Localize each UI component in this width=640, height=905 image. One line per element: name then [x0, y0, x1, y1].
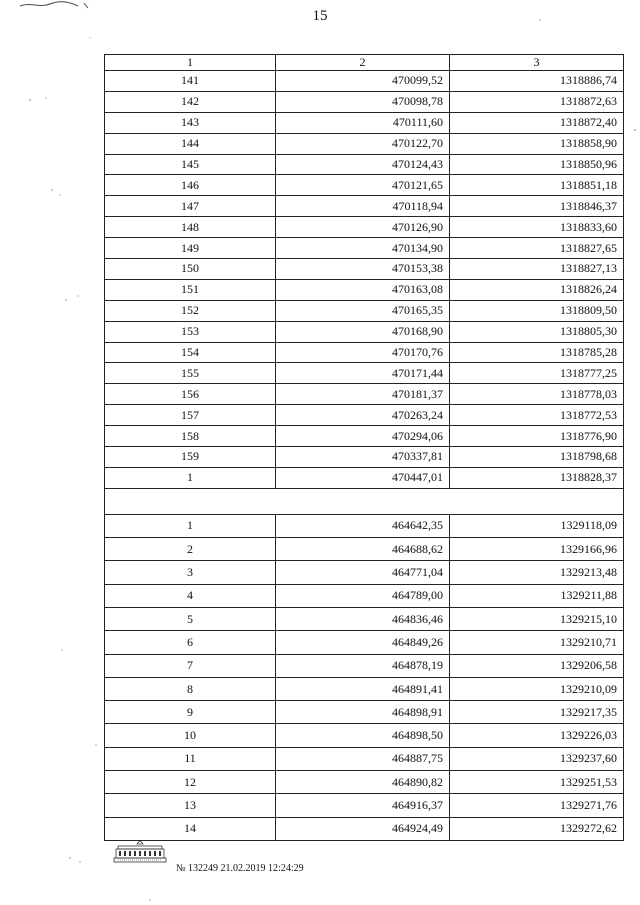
y-coordinate-cell: 1318828,37 — [450, 467, 624, 488]
point-number-cell: 1 — [105, 514, 276, 537]
point-number-cell: 146 — [105, 175, 276, 196]
point-number-cell: 3 — [105, 561, 276, 584]
x-coordinate-cell: 464898,91 — [276, 701, 450, 724]
y-coordinate-cell: 1318826,24 — [450, 279, 624, 300]
table-group2-row — [105, 608, 624, 631]
point-number-cell: 142 — [105, 91, 276, 112]
table-group1-row — [105, 426, 624, 447]
x-coordinate-cell: 470118,94 — [276, 196, 450, 217]
x-coordinate-cell: 470447,01 — [276, 467, 450, 488]
y-coordinate-cell: 1318872,40 — [450, 112, 624, 133]
point-number-cell: 10 — [105, 724, 276, 747]
table-group2-row — [105, 747, 624, 770]
point-number-cell: 1 — [105, 467, 276, 488]
table-group2-row — [105, 794, 624, 817]
point-number-cell: 145 — [105, 154, 276, 175]
y-coordinate-cell: 1318827,65 — [450, 238, 624, 259]
point-number-cell: 8 — [105, 677, 276, 700]
point-number-cell: 141 — [105, 71, 276, 92]
x-coordinate-cell: 470263,24 — [276, 405, 450, 426]
point-number-cell: 5 — [105, 608, 276, 631]
point-number-cell: 14 — [105, 817, 276, 840]
x-coordinate-cell: 464878,19 — [276, 654, 450, 677]
point-number-cell: 158 — [105, 426, 276, 447]
y-coordinate-cell: 1329206,58 — [450, 654, 624, 677]
y-coordinate-cell: 1318785,28 — [450, 342, 624, 363]
table-group1-row — [105, 259, 624, 280]
x-coordinate-cell: 470165,35 — [276, 300, 450, 321]
coordinates-table — [104, 54, 624, 841]
point-number-cell: 147 — [105, 196, 276, 217]
table-group2-row — [105, 584, 624, 607]
table-group1-row — [105, 447, 624, 468]
table-group1-row — [105, 467, 624, 488]
table-group1-row — [105, 342, 624, 363]
table-separator — [105, 488, 624, 514]
point-number-cell: 157 — [105, 405, 276, 426]
point-number-cell: 156 — [105, 384, 276, 405]
y-coordinate-cell: 1318846,37 — [450, 196, 624, 217]
x-coordinate-cell: 464890,82 — [276, 771, 450, 794]
x-coordinate-cell: 470170,76 — [276, 342, 450, 363]
x-coordinate-cell: 464789,00 — [276, 584, 450, 607]
y-coordinate-cell: 1329215,10 — [450, 608, 624, 631]
table-group2-row — [105, 561, 624, 584]
x-coordinate-cell: 464849,26 — [276, 631, 450, 654]
y-coordinate-cell: 1318777,25 — [450, 363, 624, 384]
x-coordinate-cell: 470121,65 — [276, 175, 450, 196]
y-coordinate-cell: 1318851,18 — [450, 175, 624, 196]
x-coordinate-cell: 464887,75 — [276, 747, 450, 770]
point-number-cell: 152 — [105, 300, 276, 321]
x-coordinate-cell: 470124,43 — [276, 154, 450, 175]
table-group1-row — [105, 363, 624, 384]
point-number-cell: 153 — [105, 321, 276, 342]
table-group1-row — [105, 384, 624, 405]
header-row — [105, 55, 624, 71]
coordinates-table-container — [104, 54, 623, 841]
x-coordinate-cell: 470153,38 — [276, 259, 450, 280]
point-number-cell: 143 — [105, 112, 276, 133]
table-group2-row — [105, 654, 624, 677]
y-coordinate-cell: 1329118,09 — [450, 514, 624, 537]
table-group2-row — [105, 677, 624, 700]
y-coordinate-cell: 1318872,63 — [450, 91, 624, 112]
y-coordinate-cell: 1318886,74 — [450, 71, 624, 92]
header-col-2: 2 — [276, 55, 450, 71]
x-coordinate-cell: 470122,70 — [276, 133, 450, 154]
x-coordinate-cell: 470134,90 — [276, 238, 450, 259]
x-coordinate-cell: 470111,60 — [276, 112, 450, 133]
y-coordinate-cell: 1318858,90 — [450, 133, 624, 154]
table-group2-row — [105, 724, 624, 747]
point-number-cell: 9 — [105, 701, 276, 724]
point-number-cell: 144 — [105, 133, 276, 154]
header-col-3: 3 — [450, 55, 624, 71]
table-group1-row — [105, 154, 624, 175]
point-number-cell: 155 — [105, 363, 276, 384]
point-number-cell: 149 — [105, 238, 276, 259]
table-group1-row — [105, 405, 624, 426]
parliament-building-icon — [110, 838, 170, 868]
table-group1-row — [105, 321, 624, 342]
table-group1-row — [105, 196, 624, 217]
y-coordinate-cell: 1318772,53 — [450, 405, 624, 426]
table-body-group-2 — [105, 514, 624, 840]
table-header — [105, 55, 624, 71]
page-number: 15 — [312, 8, 328, 24]
table-group2-row — [105, 771, 624, 794]
x-coordinate-cell: 470181,37 — [276, 384, 450, 405]
point-number-cell: 154 — [105, 342, 276, 363]
x-coordinate-cell: 464891,41 — [276, 677, 450, 700]
point-number-cell: 12 — [105, 771, 276, 794]
table-group1-row — [105, 91, 624, 112]
y-coordinate-cell: 1318827,13 — [450, 259, 624, 280]
x-coordinate-cell: 470171,44 — [276, 363, 450, 384]
table-group2-row — [105, 701, 624, 724]
y-coordinate-cell: 1329272,62 — [450, 817, 624, 840]
y-coordinate-cell: 1318805,30 — [450, 321, 624, 342]
table-group2-row — [105, 514, 624, 537]
y-coordinate-cell: 1318778,03 — [450, 384, 624, 405]
y-coordinate-cell: 1329211,88 — [450, 584, 624, 607]
point-number-cell: 7 — [105, 654, 276, 677]
point-number-cell: 150 — [105, 259, 276, 280]
x-coordinate-cell: 464916,37 — [276, 794, 450, 817]
y-coordinate-cell: 1329251,53 — [450, 771, 624, 794]
table-group1-row — [105, 217, 624, 238]
point-number-cell: 159 — [105, 447, 276, 468]
y-coordinate-cell: 1329166,96 — [450, 538, 624, 561]
y-coordinate-cell: 1329226,03 — [450, 724, 624, 747]
table-group2-row — [105, 631, 624, 654]
point-number-cell: 11 — [105, 747, 276, 770]
separator-row — [105, 488, 624, 514]
point-number-cell: 13 — [105, 794, 276, 817]
point-number-cell: 4 — [105, 584, 276, 607]
y-coordinate-cell: 1318850,96 — [450, 154, 624, 175]
x-coordinate-cell: 470098,78 — [276, 91, 450, 112]
x-coordinate-cell: 470294,06 — [276, 426, 450, 447]
point-number-cell: 151 — [105, 279, 276, 300]
x-coordinate-cell: 470163,08 — [276, 279, 450, 300]
table-group1-row — [105, 175, 624, 196]
y-coordinate-cell: 1318776,90 — [450, 426, 624, 447]
table-group1-row — [105, 238, 624, 259]
x-coordinate-cell: 464688,62 — [276, 538, 450, 561]
y-coordinate-cell: 1318798,68 — [450, 447, 624, 468]
x-coordinate-cell: 464771,04 — [276, 561, 450, 584]
x-coordinate-cell: 464898,50 — [276, 724, 450, 747]
x-coordinate-cell: 470099,52 — [276, 71, 450, 92]
registration-stamp: № 132249 21.02.2019 12:24:29 — [176, 863, 304, 874]
x-coordinate-cell: 464642,35 — [276, 514, 450, 537]
point-number-cell: 2 — [105, 538, 276, 561]
y-coordinate-cell: 1329210,09 — [450, 677, 624, 700]
x-coordinate-cell: 464924,49 — [276, 817, 450, 840]
y-coordinate-cell: 1329237,60 — [450, 747, 624, 770]
separator-cell — [105, 488, 624, 514]
table-group1-row — [105, 300, 624, 321]
y-coordinate-cell: 1329217,35 — [450, 701, 624, 724]
point-number-cell: 6 — [105, 631, 276, 654]
y-coordinate-cell: 1329271,76 — [450, 794, 624, 817]
x-coordinate-cell: 464836,46 — [276, 608, 450, 631]
point-number-cell: 148 — [105, 217, 276, 238]
x-coordinate-cell: 470337,81 — [276, 447, 450, 468]
table-group2-row — [105, 817, 624, 840]
table-group2-row — [105, 538, 624, 561]
x-coordinate-cell: 470126,90 — [276, 217, 450, 238]
y-coordinate-cell: 1329213,48 — [450, 561, 624, 584]
table-group1-row — [105, 71, 624, 92]
table-group1-row — [105, 112, 624, 133]
y-coordinate-cell: 1318809,50 — [450, 300, 624, 321]
document-footer — [110, 838, 510, 888]
table-group1-row — [105, 279, 624, 300]
corner-scribble-icon — [18, 0, 98, 10]
x-coordinate-cell: 470168,90 — [276, 321, 450, 342]
y-coordinate-cell: 1329210,71 — [450, 631, 624, 654]
y-coordinate-cell: 1318833,60 — [450, 217, 624, 238]
header-col-1: 1 — [105, 55, 276, 71]
table-group1-row — [105, 133, 624, 154]
table-body-group-1 — [105, 71, 624, 489]
